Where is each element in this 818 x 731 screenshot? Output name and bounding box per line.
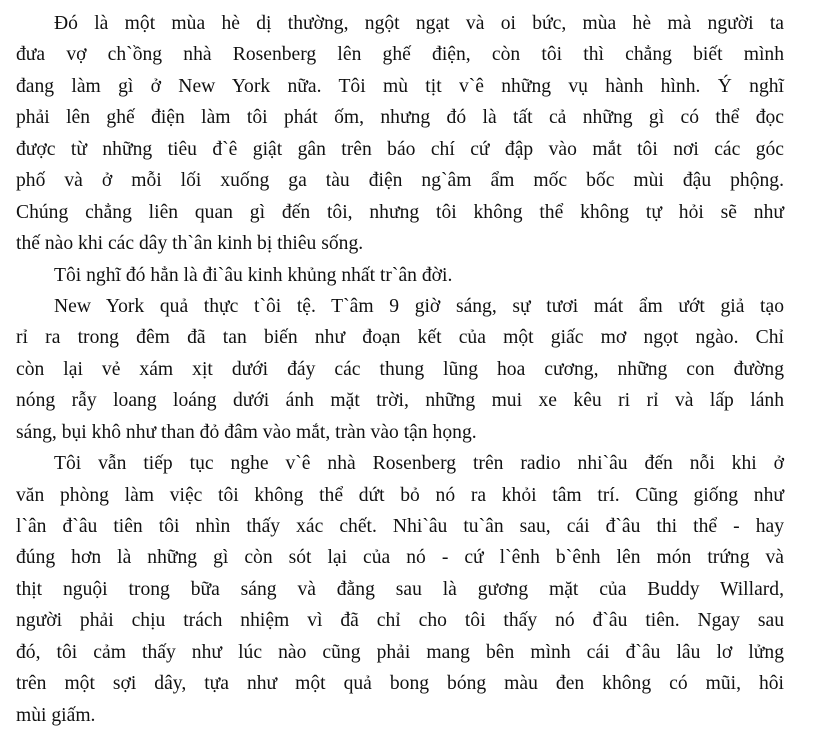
- text-line: rỉ ra trong đêm đã tan biến như đoạn kết của một giấc mơ ngọt ngào. Chỉ: [16, 327, 784, 349]
- paragraph-4: [16, 448, 784, 731]
- text-line: phố và ở mỗi lối xuống ga tàu điện ng`âm ẩm mốc bốc mùi đậu phộng.: [16, 170, 784, 192]
- text-line: Chúng chẳng liên quan gì đến tôi, nhưng tôi không thể không tự hỏi sẽ như: [16, 201, 784, 223]
- text-line: đưa vợ ch`ồng nhà Rosenberg lên ghế điện, còn tôi thì chẳng biết mình: [16, 44, 784, 66]
- text-line: đang làm gì ở New York nữa. Tôi mù tịt v`ê những vụ hành hình. Ý nghĩ: [16, 75, 784, 97]
- text-line: Đó là một mùa hè dị thường, ngột ngạt và oi bức, mùa hè mà người ta: [54, 13, 784, 34]
- text-line: người phải chịu trách nhiệm vì đã chỉ cho tôi thấy nó đ`âu tiên. Ngay sau: [16, 610, 784, 632]
- text-line: đúng hơn là những gì còn sót lại của nó - cứ l`ênh b`ênh lên món trứng và: [16, 547, 784, 569]
- text-line: l`ân đ`âu tiên tôi nhìn thấy xác chết. Nhi`âu tu`ân sau, cái đ`âu thi thể - hay: [16, 516, 784, 537]
- text-line: phải lên ghế điện làm tôi phát ốm, nhưng đó là tất cả những gì có thể đọc: [16, 107, 784, 129]
- text-line: Tôi vẫn tiếp tục nghe v`ê nhà Rosenberg trên radio nhi`âu đến nỗi khi ở: [54, 453, 784, 475]
- text-line: mùi giấm.: [16, 704, 96, 726]
- text-line: sáng, bụi khô như than đỏ đâm vào mắt, tràn vào tận họng.: [16, 421, 477, 443]
- paragraph-2: [16, 260, 784, 291]
- text-line: đó, tôi cảm thấy như lúc nào cũng phải mang bên mình cái đ`âu lâu lơ lửng: [16, 641, 784, 663]
- paragraph-3: [16, 291, 784, 448]
- document-page: [16, 8, 784, 731]
- text-line: New York quả thực t`ôi tệ. T`âm 9 giờ sáng, sự tươi mát ẩm ướt giả tạo: [54, 295, 784, 317]
- text-line: thịt nguội trong bữa sáng và đằng sau là gương mặt của Buddy Willard,: [16, 578, 784, 600]
- text-line: còn lại vẻ xám xịt dưới đáy các thung lũng hoa cương, những con đường: [16, 358, 784, 380]
- text-line: thế nào khi các dây th`ân kinh bị thiêu sống.: [16, 233, 364, 255]
- text-line: Tôi nghĩ đó hẳn là đi`âu kinh khủng nhất tr`ân đời.: [54, 264, 453, 286]
- paragraph-1: [16, 8, 784, 260]
- text-line: nóng rẫy loang loáng dưới ánh mặt trời, những mui xe kêu ri rỉ và lấp lánh: [16, 390, 784, 412]
- text-line: văn phòng làm việc tôi không thể dứt bỏ nó ra khỏi tâm trí. Cũng giống như: [16, 484, 784, 506]
- text-line: được từ những tiêu đ`ê giật gân trên báo chí cứ đập vào mắt tôi nơi các góc: [16, 138, 784, 160]
- text-line: trên một sợi dây, tựa như một quả bong bóng màu đen không có mũi, hôi: [16, 673, 784, 695]
